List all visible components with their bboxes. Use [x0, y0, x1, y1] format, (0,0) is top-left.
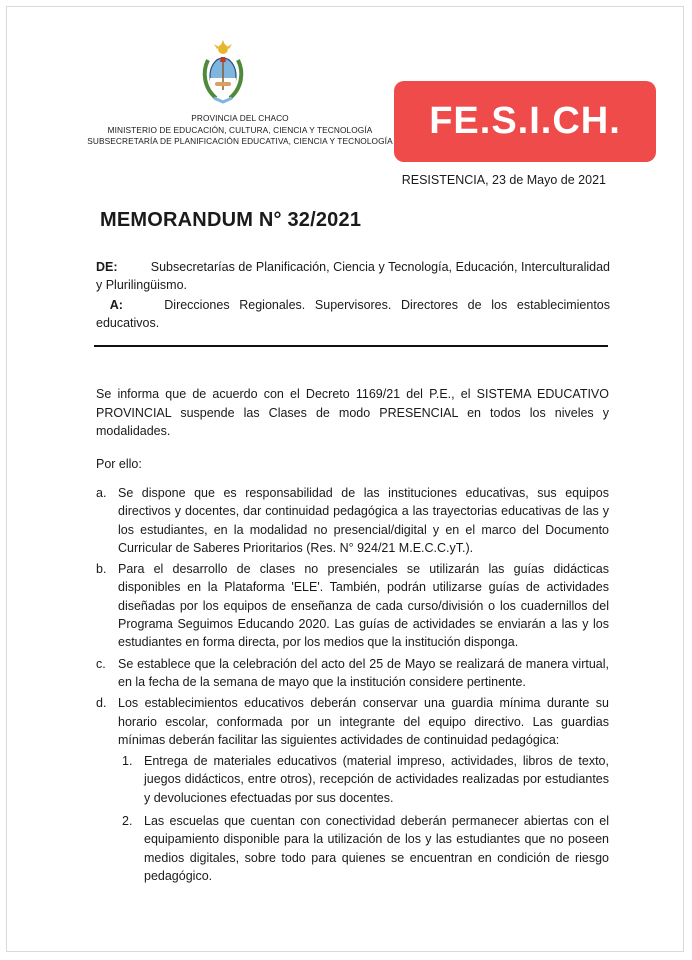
sub-list	[118, 752, 609, 885]
from-text: Subsecretarías de Planificación, Ciencia y Tecnología, Educación, Interculturalidad y Plurilingüismo.	[96, 260, 610, 292]
divider	[94, 345, 608, 347]
sub-list-item	[118, 752, 609, 807]
provisions-list	[96, 484, 609, 890]
sub-item-text: Entrega de materiales educativos (material impreso, actividades, libros de texto, juegos didácticos, entre otros), recepción de actividades realizadas por estudiantes y devoluciones efectuadas por sus docentes.	[144, 754, 609, 805]
item-marker: c.	[96, 656, 106, 671]
item-text: Se establece que la celebración del acto del 25 de Mayo se realizará de manera virtual, en la fecha de la semana de mayo que la institución considere pertinente.	[118, 656, 609, 689]
institution-header	[60, 113, 420, 148]
argentina-coat-of-arms-icon	[200, 40, 246, 104]
to-text: Direcciones Regionales. Supervisores. Directores de los establecimientos educativos.	[96, 298, 610, 330]
memorandum-title: MEMORANDUM N° 32/2021	[100, 209, 362, 231]
item-marker: a.	[96, 486, 107, 500]
header-line: SUBSECRETARÍA DE PLANIFICACIÓN EDUCATIVA, CIENCIA Y TECNOLOGÍA	[87, 136, 393, 146]
from-line	[96, 258, 610, 294]
header-line: MINISTERIO DE EDUCACIÓN, CULTURA, CIENCIA Y TECNOLOGÍA	[107, 124, 373, 135]
header-line: PROVINCIA DEL CHACO	[191, 113, 289, 123]
list-item	[96, 484, 609, 557]
por-ello-label: Por ello:	[96, 457, 142, 471]
item-marker: b.	[96, 562, 107, 577]
intro-paragraph: Se informa que de acuerdo con el Decreto 1169/21 del P.E., el SISTEMA EDUCATIVO PROVINCIAL suspende las Clases de modo PRESENCIAL en todos los niveles y modalidades.	[96, 387, 609, 438]
from-label: DE:	[96, 260, 118, 274]
item-text: Para el desarrollo de clases no presenciales se utilizarán las guías didácticas disponibles en la Plataforma 'ELE'. También, podrán utilizarse guías de actividades diseñadas por los equipos de enseñanza de cada curso/división o los cuadernillos del Programa Seguimos Educando 2020. Las guías de actividades se enviarán a las y los estudiantes en forma directa, por los medios que la institución disponga.	[118, 562, 609, 650]
to-line	[96, 296, 610, 332]
fesich-stamp: FE.S.I.CH.	[394, 81, 656, 162]
sub-item-marker: 1.	[122, 754, 133, 769]
item-text: Se dispone que es responsabilidad de las instituciones educativas, sus equipos directivos y docentes, dar continuidad pedagógica a las trayectorias educativas de las y los estudiantes, en la modalidad no presencial/digital y en el marco del Documento Curricular de Saberes Prioritarios (Res. N° 924/21 M.E.C.C.yT.).	[118, 486, 609, 555]
sub-item-text: Las escuelas que cuentan con conectividad deberán permanecer abiertas con el equipamiento disponible para la utilización de los y las estudiantes que no poseen medios digitales, sobre todo para quienes se encuentran en condición de riesgo pedagógico.	[144, 814, 609, 883]
list-item	[96, 694, 609, 885]
date-line: RESISTENCIA, 23 de Mayo de 2021	[401, 173, 606, 187]
list-item	[96, 655, 609, 692]
list-item	[96, 560, 609, 651]
sub-item-marker: 2.	[122, 814, 133, 829]
to-label: A:	[109, 298, 123, 312]
item-marker: d.	[96, 696, 107, 711]
sub-list-item	[118, 812, 609, 885]
item-text: Los establecimientos educativos deberán conservar una guardia mínima durante su horario escolar, conformada por un integrante del equipo directivo. Las guardias mínimas deberán facilitar las siguientes actividades de continuidad pedagógica:	[118, 696, 609, 747]
